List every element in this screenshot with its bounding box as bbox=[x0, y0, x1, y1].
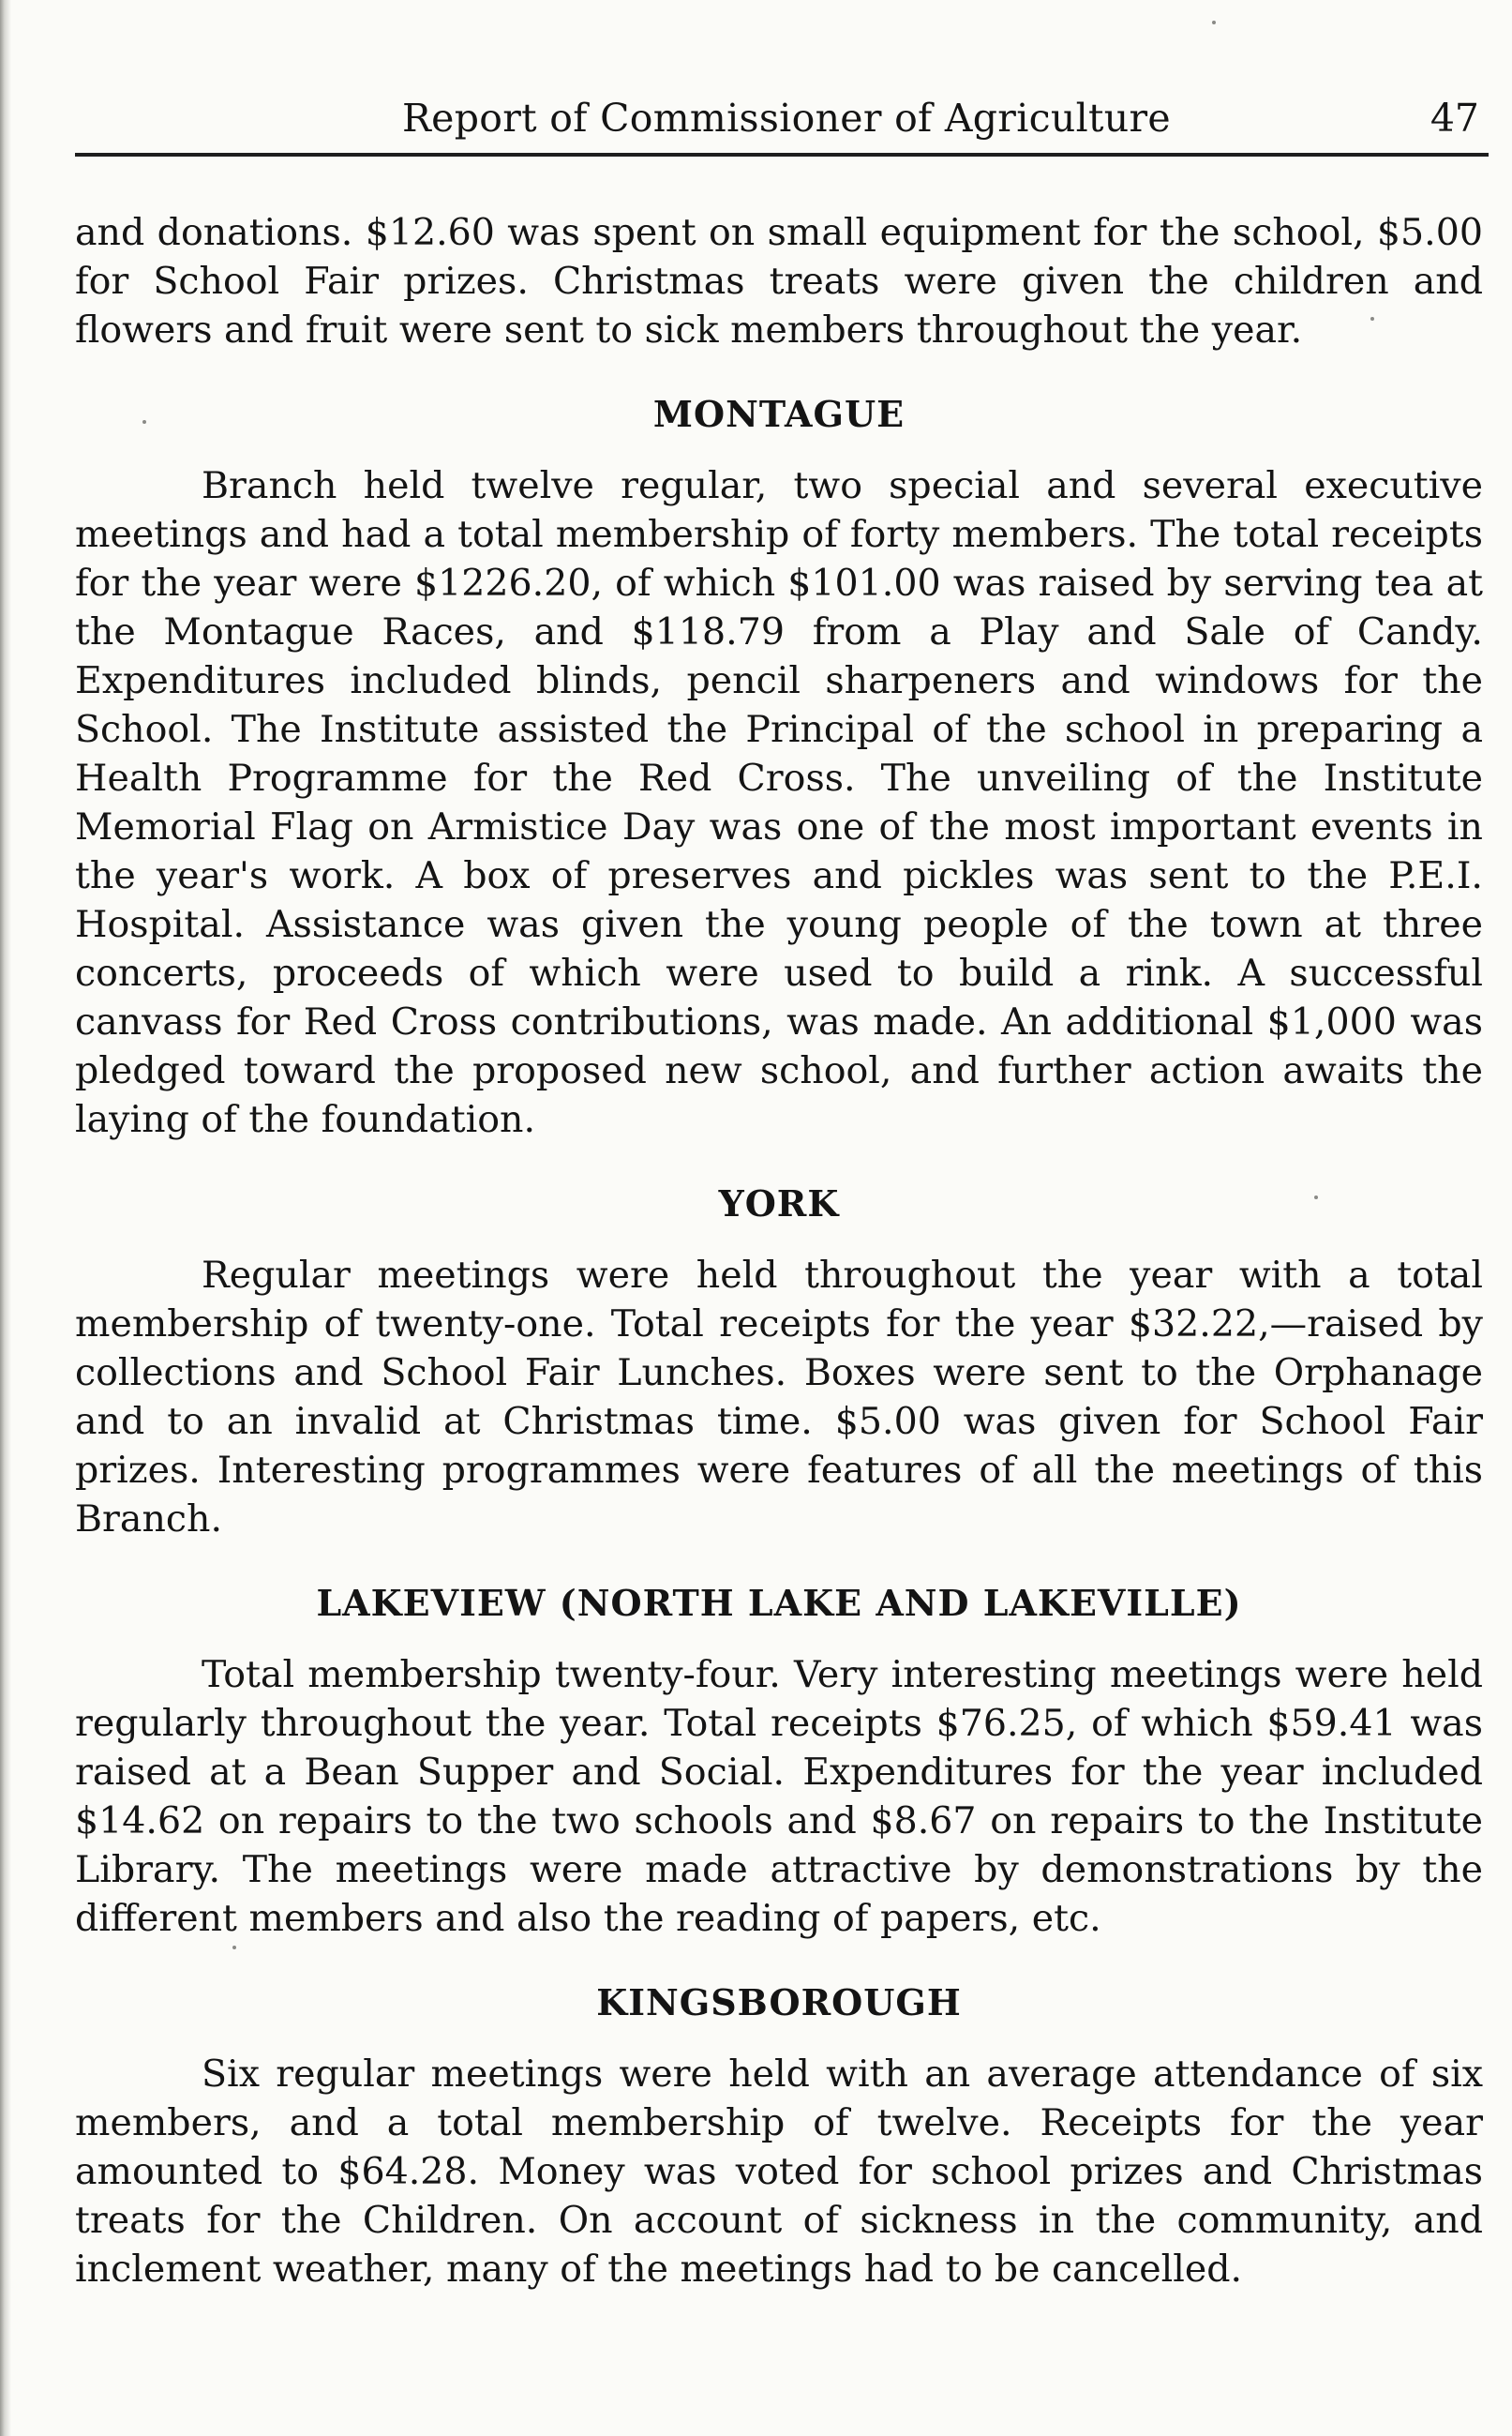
paper-speck bbox=[142, 420, 146, 424]
paragraph-montague: Branch held twelve regular, two special and several executive meetings and had a total membership of forty members. The total receipts for the year were $1226.20, of which $101.00 was raised by serving tea at the Montague Races, and $118.79 from a Play and Sale of Candy. Expenditures included blinds, pencil sharpeners and windows for the School. The Institute assisted the Principal of the school in preparing a Health Programme for the Red Cross. The unveiling of the Institute Memorial Flag on Armistice Day was one of the most important events in the year's work. A box of preserves and pickles was sent to the P.E.I. Hospital. Assistance was given the young people of the town at three concerts, proceeds of which were used to build a rink. A successful canvass for Red Cross contributions, was made. An additional $1,000 was pledged toward the proposed new school, and further action awaits the laying of the foundation. bbox=[75, 464, 1483, 1141]
paper-speck bbox=[1370, 317, 1374, 321]
page-number: 47 bbox=[1430, 96, 1479, 141]
paragraph-york: Regular meetings were held throughout the year with a total membership of twenty-one. Total receipts for the year $32.22,—raised by collections and School Fair Lunches. Boxes were sent to the Orphanage and to an invalid at Christmas time. $5.00 was given for School Fair prizes. Interesting programmes were features of all the meetings of this Branch. bbox=[75, 1254, 1483, 1541]
paper-speck bbox=[232, 1946, 236, 1949]
running-title: Report of Commissioner of Agriculture bbox=[402, 96, 1171, 141]
heading-lakeview: LAKEVIEW (NORTH LAKE AND LAKEVILLE) bbox=[316, 1582, 1242, 1624]
heading-kingsborough: KINGSBOROUGH bbox=[596, 1981, 962, 2023]
header-rule bbox=[75, 153, 1489, 157]
page-edge-shadow bbox=[0, 0, 11, 2436]
page-body bbox=[75, 208, 1483, 2293]
heading-montague: MONTAGUE bbox=[652, 393, 906, 435]
paper-speck bbox=[1314, 1195, 1318, 1199]
paragraph-kingsborough: Six regular meetings were held with an average attendance of six members, and a total membership of twelve. Receipts for the year amounted to $64.28. Money was voted for school prizes and Christmas treats for the Children. On account of sickness in the community, and inclement weather, many of the meetings had to be cancelled. bbox=[75, 2053, 1483, 2291]
paper-speck bbox=[1212, 21, 1216, 24]
heading-york: YORK bbox=[718, 1182, 840, 1225]
page-header bbox=[73, 94, 1489, 150]
paragraph-lakeview: Total membership twenty-four. Very interesting meetings were held regularly throughout the year. Total receipts $76.25, of which $59.41 was raised at a Bean Supper and Social. Expenditures for the year included $14.62 on repairs to the two schools and $8.67 on repairs to the Institute Library. The meetings were made attractive by demonstrations by the different members and also the reading of papers, etc. bbox=[75, 1653, 1483, 1940]
continued-paragraph: and donations. $12.60 was spent on small equipment for the school, $5.00 for School Fair prizes. Christmas treats were given the children and flowers and fruit were sent to sick members throughout the year. bbox=[75, 211, 1483, 352]
